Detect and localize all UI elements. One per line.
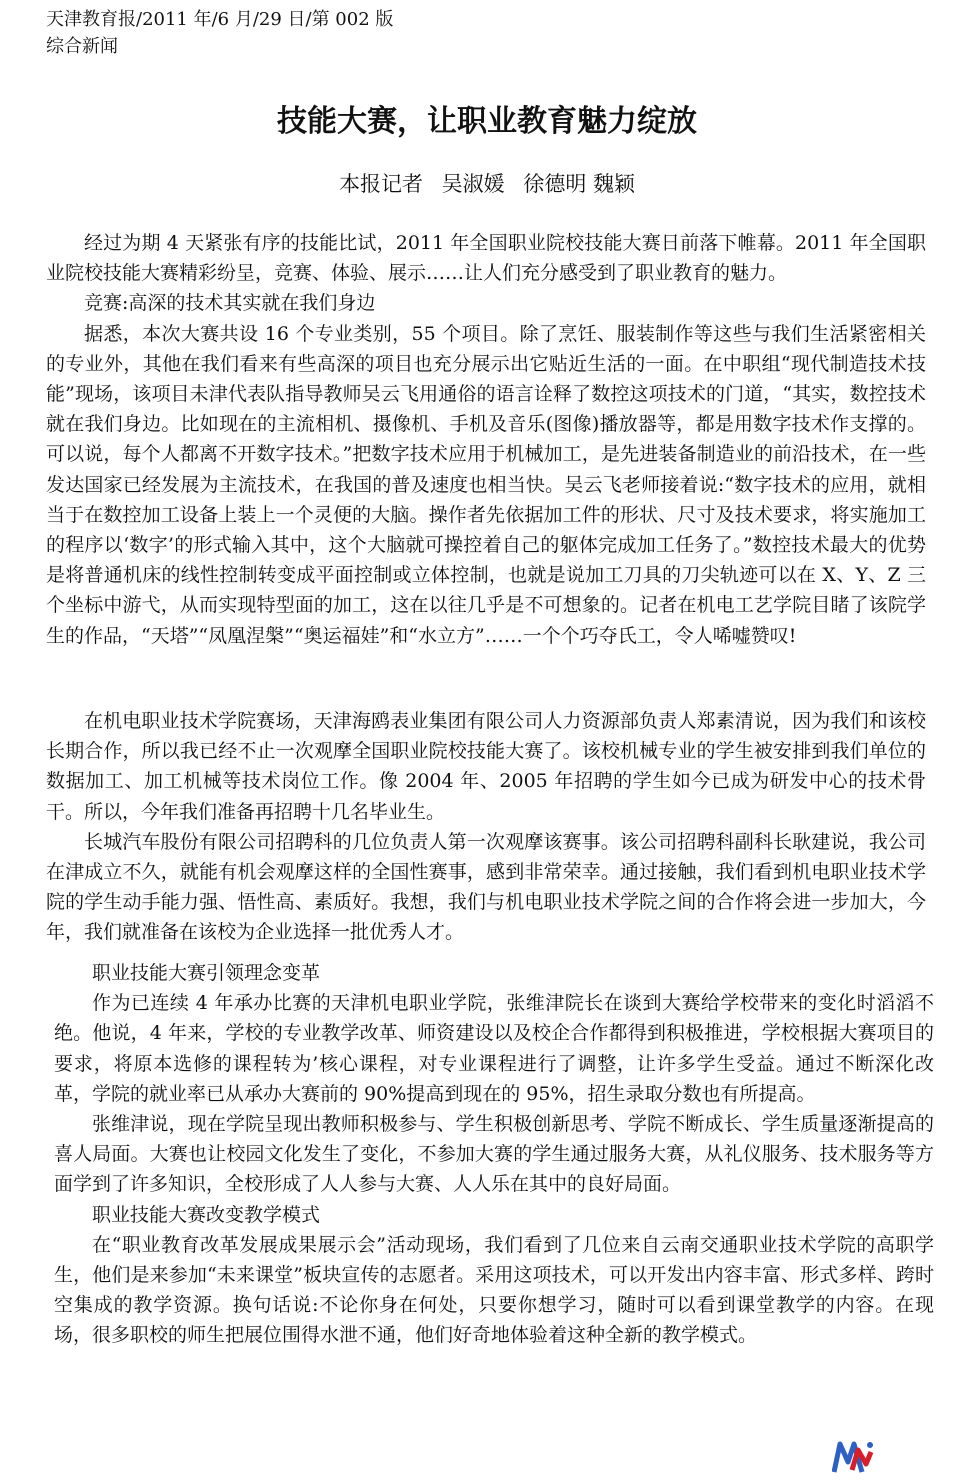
article-block-1 [46,228,926,651]
article-block-2 [46,706,926,948]
paragraph: 在“职业教育改革发展成果展示会”活动现场，我们看到了几位来自云南交通职业技术学院的高职学生，他们是来参加“未来课堂”板块宣传的志愿者。采用这项技术，可以开发出内容丰富、形式多样、跨时空集成的教学资源。换句话说:不论你身在何处，只要你想学习，随时可以看到课堂教学的内容。在现场，很多职校的师生把展位围得水泄不通，他们好奇地体验着这种全新的教学模式。 [54,1233,934,1347]
byline-reporter: 本报记者 [338,172,423,196]
source-line: 天津教育报/2011 年/6 月/29 日/第 002 版 [46,9,394,30]
paragraph: 张维津说，现在学院呈现出教师积极参与、学生积极创新思考、学院不断成长、学生质量逐渐提高的喜人局面。大赛也让校园文化发生了变化，不参加大赛的学生通过服务大赛，从礼仪服务、技术服务等方面学到了许多知识，全校形成了人人参与大赛、人人乐在其中的良好局面。 [54,1113,934,1196]
paragraph: 作为已连续 4 年承办比赛的天津机电职业学院，张维津院长在谈到大赛给学校带来的变化时滔滔不绝。他说，4 年来，学校的专业教学改革、师资建设以及校企合作都得到积极推进，学校根据大赛项目的要求，将原本选修的课程转为’核心课程，对专业课程进行了调整，让许多学生受益。通过不断深化改革，学院的就业率已从承办大赛前的 90%提高到现在的 95%，招生录取分数也有所提高。 [54,992,934,1105]
subheading: 职业技能大赛引领理念变革 [92,962,321,984]
section-label: 综合新闻 [46,36,118,57]
paragraph: 在机电职业技术学院赛场，天津海鸥表业集团有限公司人力资源部负责人郑素清说，因为我们和该校长期合作，所以我已经不止一次观摩全国职业院校技能大赛了。该校机械专业的学生被安排到我们单位的数据加工、加工机械等技术岗位工作。像 2004 年、2005 年招聘的学生如今已成为研发中心的技术骨干。所以，今年我们准备再招聘十几名毕业生。 [46,710,926,823]
byline-name: 吴淑媛 [441,172,505,196]
header-meta [46,6,393,60]
paragraph: 长城汽车股份有限公司招聘科的几位负责人第一次观摩该赛事。该公司招聘科副科长耿建说，我公司在津成立不久，就能有机会观摩这样的全国性赛事，感到非常荣幸。通过接触，我们看到机电职业技术学院的学生动手能力强、悟性高、素质好。我想，我们与机电职业技术学院之间的合作将会进一步加大，今年，我们就准备在该校为企业选择一批优秀人才。 [46,830,926,944]
byline-names: 徐德明 魏颖 [523,172,636,196]
paragraph: 据悉，本次大赛共设 16 个专业类别，55 个项目。除了烹饪、服装制作等这些与我们生活紧密相关的专业外，其他在我们看来有些高深的项目也充分展示出它贴近生活的一面。在中职组“现代制造技术技能”现场，该项目未津代表队指导教师吴云飞用通俗的语言诠释了数控这项技术的门道，“其实，数控技术就在我们身边。比如现在的主流相机、摄像机、手机及音乐(图像)播放器等，都是用数字技术作支撑的。可以说，每个人都离不开数字技术。”把数字技术应用于机械加工，是先进装备制造业的前沿技术，在一些发达国家已经发展为主流技术，在我国的普及速度也相当快。吴云飞老师接着说:“数字技术的应用，就相当于在数控加工设备上装上一个灵便的大脑。操作者先依据加工件的形状、尺寸及技术要求，将实施加工的程序以‘数字’的形式输入其中，这个大脑就可操控着自己的躯体完成加工任务了。”数控技术最大的优势是将普通机床的线性控制转变成平面控制或立体控制，也就是说加工刀具的刀尖轨迹可以在 X、Y、Z 三个坐标中游弋，从而实现特型面的加工，这在以往几乎是不可想象的。记者在机电工艺学院目睹了该院学生的作品，“天塔”“凤凰涅槃”“奥运福娃”和“水立方”……一个个巧夺氏工，令人唏嘘赞叹! [46,322,926,647]
subheading: 竞赛:高深的技术其实就在我们身边 [84,292,376,315]
subheading: 职业技能大赛改变教学模式 [92,1203,321,1226]
article-title: 技能大赛，让职业教育魅力绽放 [277,104,697,139]
logo-graphic [832,1440,874,1474]
byline [0,168,974,198]
paragraph: 经过为期 4 天紧张有序的技能比试，2011 年全国职业院校技能大赛日前落下帷幕。2011 年全国职业院校技能大赛精彩纷呈，竞赛、体验、展示……让人们充分感受到了职业教育的魅力。 [46,232,926,285]
vip-logo-icon [832,1440,874,1478]
article-block-3 [54,958,934,1351]
